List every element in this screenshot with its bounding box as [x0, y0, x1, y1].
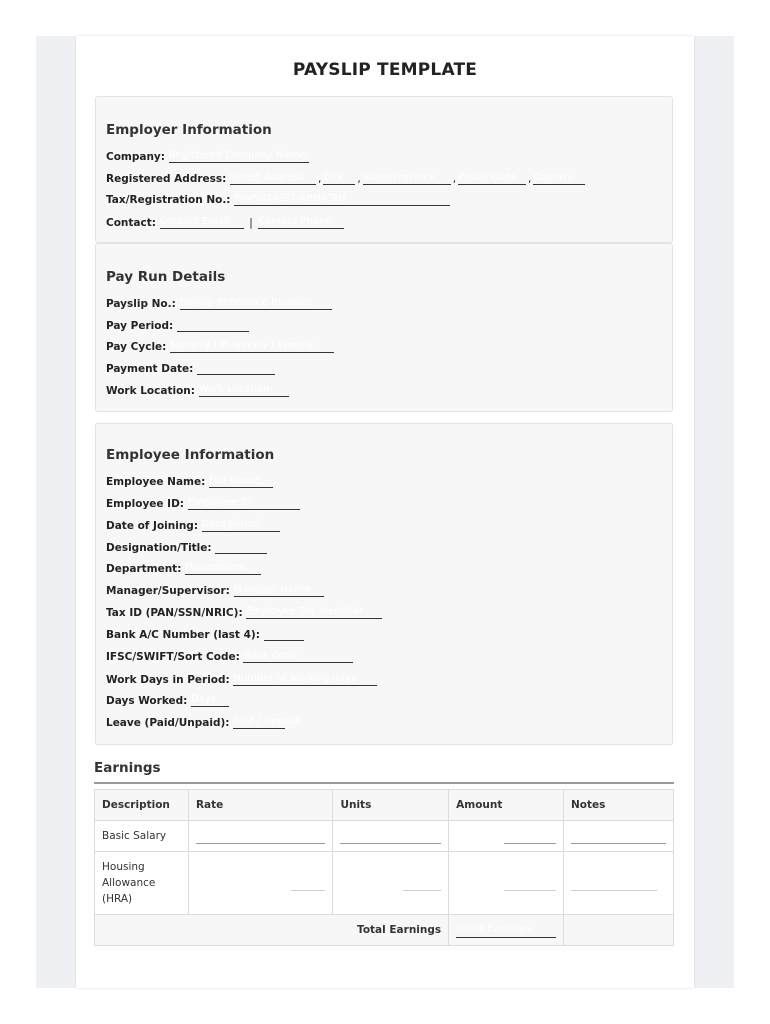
tax-id-row — [106, 606, 382, 619]
doj-label: Date of Joining: — [106, 520, 199, 532]
pay-cycle-label: Pay Cycle: — [106, 341, 167, 353]
tax-label: Tax/Registration No.: — [106, 194, 231, 206]
pay-period-row — [106, 319, 249, 332]
address-country-field[interactable]: Country — [533, 172, 585, 185]
amount-cell[interactable] — [449, 821, 564, 852]
bank-row — [106, 628, 304, 641]
pay-cycle-row — [106, 340, 334, 353]
address-comma: , — [357, 173, 361, 185]
column-header-description: Description — [95, 790, 189, 821]
earnings-table — [94, 789, 674, 946]
employee-name-row — [106, 475, 273, 488]
payment-date-field[interactable] — [197, 362, 275, 375]
rate-field[interactable] — [196, 829, 326, 844]
notes-field[interactable] — [571, 829, 666, 844]
manager-label: Manager/Supervisor: — [106, 585, 230, 597]
employee-heading: Employee Information — [106, 447, 275, 463]
units-field[interactable] — [403, 876, 441, 891]
address-street-field[interactable]: Street Address — [230, 172, 316, 185]
manager-row — [106, 584, 324, 597]
days-worked-label: Days Worked: — [106, 695, 188, 707]
company-field[interactable]: Registered Company Name — [169, 150, 309, 163]
payment-date-row — [106, 362, 275, 375]
row-description: Basic Salary — [95, 821, 189, 852]
column-header-amount: Amount — [449, 790, 564, 821]
address-postal-field[interactable]: Postal Code — [458, 172, 526, 185]
department-label: Department: — [106, 563, 182, 575]
bank-label: Bank A/C Number (last 4): — [106, 629, 260, 641]
notes-cell[interactable] — [564, 821, 674, 852]
total-row — [95, 915, 674, 946]
address-comma: , — [528, 173, 532, 185]
page-right-margin — [694, 36, 734, 988]
ifsc-row — [106, 650, 353, 663]
manager-field[interactable]: Manager Name — [234, 584, 324, 597]
address-label: Registered Address: — [106, 173, 227, 185]
tax-field[interactable]: EIN/VAT/GST/ABN/CRN — [234, 193, 450, 206]
work-location-row — [106, 384, 289, 397]
employee-id-row — [106, 497, 300, 510]
amount-field[interactable] — [504, 829, 556, 844]
table-row — [95, 821, 674, 852]
column-header-units: Units — [333, 790, 449, 821]
department-row — [106, 562, 261, 575]
work-days-row — [106, 673, 377, 686]
employer-section — [95, 96, 673, 243]
doj-field[interactable]: Date Joined — [202, 519, 280, 532]
pay-cycle-field[interactable]: Monthly / Bi-weekly / Weekly — [170, 340, 334, 353]
ifsc-field[interactable]: Bank Code — [243, 650, 353, 663]
designation-label: Designation/Title: — [106, 542, 212, 554]
rate-cell[interactable] — [188, 852, 333, 915]
work-location-label: Work Location: — [106, 385, 195, 397]
contact-separator: | — [249, 217, 253, 229]
payment-date-label: Payment Date: — [106, 363, 194, 375]
address-comma: , — [318, 173, 322, 185]
earnings-heading: Earnings — [94, 760, 161, 776]
bank-field[interactable] — [264, 628, 304, 641]
total-earnings-field[interactable]: Gross Earnings — [456, 923, 556, 938]
total-notes-cell — [564, 915, 674, 946]
company-row — [106, 150, 309, 163]
notes-field[interactable] — [571, 876, 657, 891]
total-earnings-label: Total Earnings — [95, 915, 449, 946]
pay-period-label: Pay Period: — [106, 320, 174, 332]
employee-name-field[interactable]: Full Name — [209, 475, 273, 488]
address-city-field[interactable]: City — [323, 172, 355, 185]
work-location-field[interactable]: Work Location — [199, 384, 289, 397]
employer-heading: Employer Information — [106, 122, 272, 138]
payslip-no-label: Payslip No.: — [106, 298, 176, 310]
rate-cell[interactable] — [188, 821, 333, 852]
contact-row — [106, 216, 344, 229]
notes-cell[interactable] — [564, 852, 674, 915]
department-field[interactable]: Department — [185, 562, 261, 575]
address-state-field[interactable]: State/Province — [363, 172, 451, 185]
tax-id-field[interactable]: Employee Tax Identifier — [246, 606, 382, 619]
payslip-no-field[interactable]: Payslip Reference Number — [180, 297, 332, 310]
payslip-page — [76, 36, 694, 988]
address-comma: , — [452, 173, 457, 185]
pay-run-heading: Pay Run Details — [106, 269, 226, 285]
units-cell[interactable] — [333, 852, 449, 915]
rate-field[interactable] — [291, 876, 325, 891]
leave-row — [106, 716, 299, 729]
days-worked-field[interactable]: Days — [191, 694, 229, 707]
tax-id-label: Tax ID (PAN/SSN/NRIC): — [106, 607, 243, 619]
pay-run-section — [95, 243, 673, 412]
page-left-margin — [36, 36, 76, 988]
units-cell[interactable] — [333, 821, 449, 852]
leave-field[interactable]: Paid / Unpaid — [233, 716, 299, 727]
tax-row — [106, 193, 450, 206]
total-amount-cell[interactable] — [449, 915, 564, 946]
pay-period-field[interactable] — [177, 319, 249, 332]
contact-email-field[interactable]: Contact Email — [160, 216, 244, 229]
work-days-field[interactable]: Number of working days — [233, 673, 377, 686]
employee-id-field[interactable]: Employee ID — [188, 497, 300, 510]
days-worked-row — [106, 694, 229, 707]
designation-field[interactable] — [215, 541, 267, 554]
column-header-notes: Notes — [564, 790, 674, 821]
work-days-label: Work Days in Period: — [106, 674, 230, 686]
contact-label: Contact: — [106, 217, 156, 229]
amount-field[interactable] — [504, 876, 556, 891]
earnings-divider — [94, 782, 674, 784]
payslip-no-row — [106, 297, 332, 310]
employee-name-label: Employee Name: — [106, 476, 206, 488]
designation-row — [106, 541, 267, 554]
address-row — [106, 172, 585, 185]
page-title: PAYSLIP TEMPLATE — [292, 60, 478, 80]
table-row — [95, 852, 674, 915]
row-description: Housing Allowance (HRA) — [95, 852, 189, 915]
doj-row — [106, 519, 280, 532]
column-header-rate: Rate — [188, 790, 333, 821]
employee-id-label: Employee ID: — [106, 498, 185, 510]
amount-cell[interactable] — [449, 852, 564, 915]
contact-phone-field[interactable]: Contact Phone — [258, 216, 344, 229]
leave-label: Leave (Paid/Unpaid): — [106, 717, 230, 729]
company-label: Company: — [106, 151, 165, 163]
employee-section — [95, 423, 673, 745]
earnings-header-row — [95, 790, 674, 821]
units-field[interactable] — [340, 829, 441, 844]
ifsc-label: IFSC/SWIFT/Sort Code: — [106, 651, 240, 663]
